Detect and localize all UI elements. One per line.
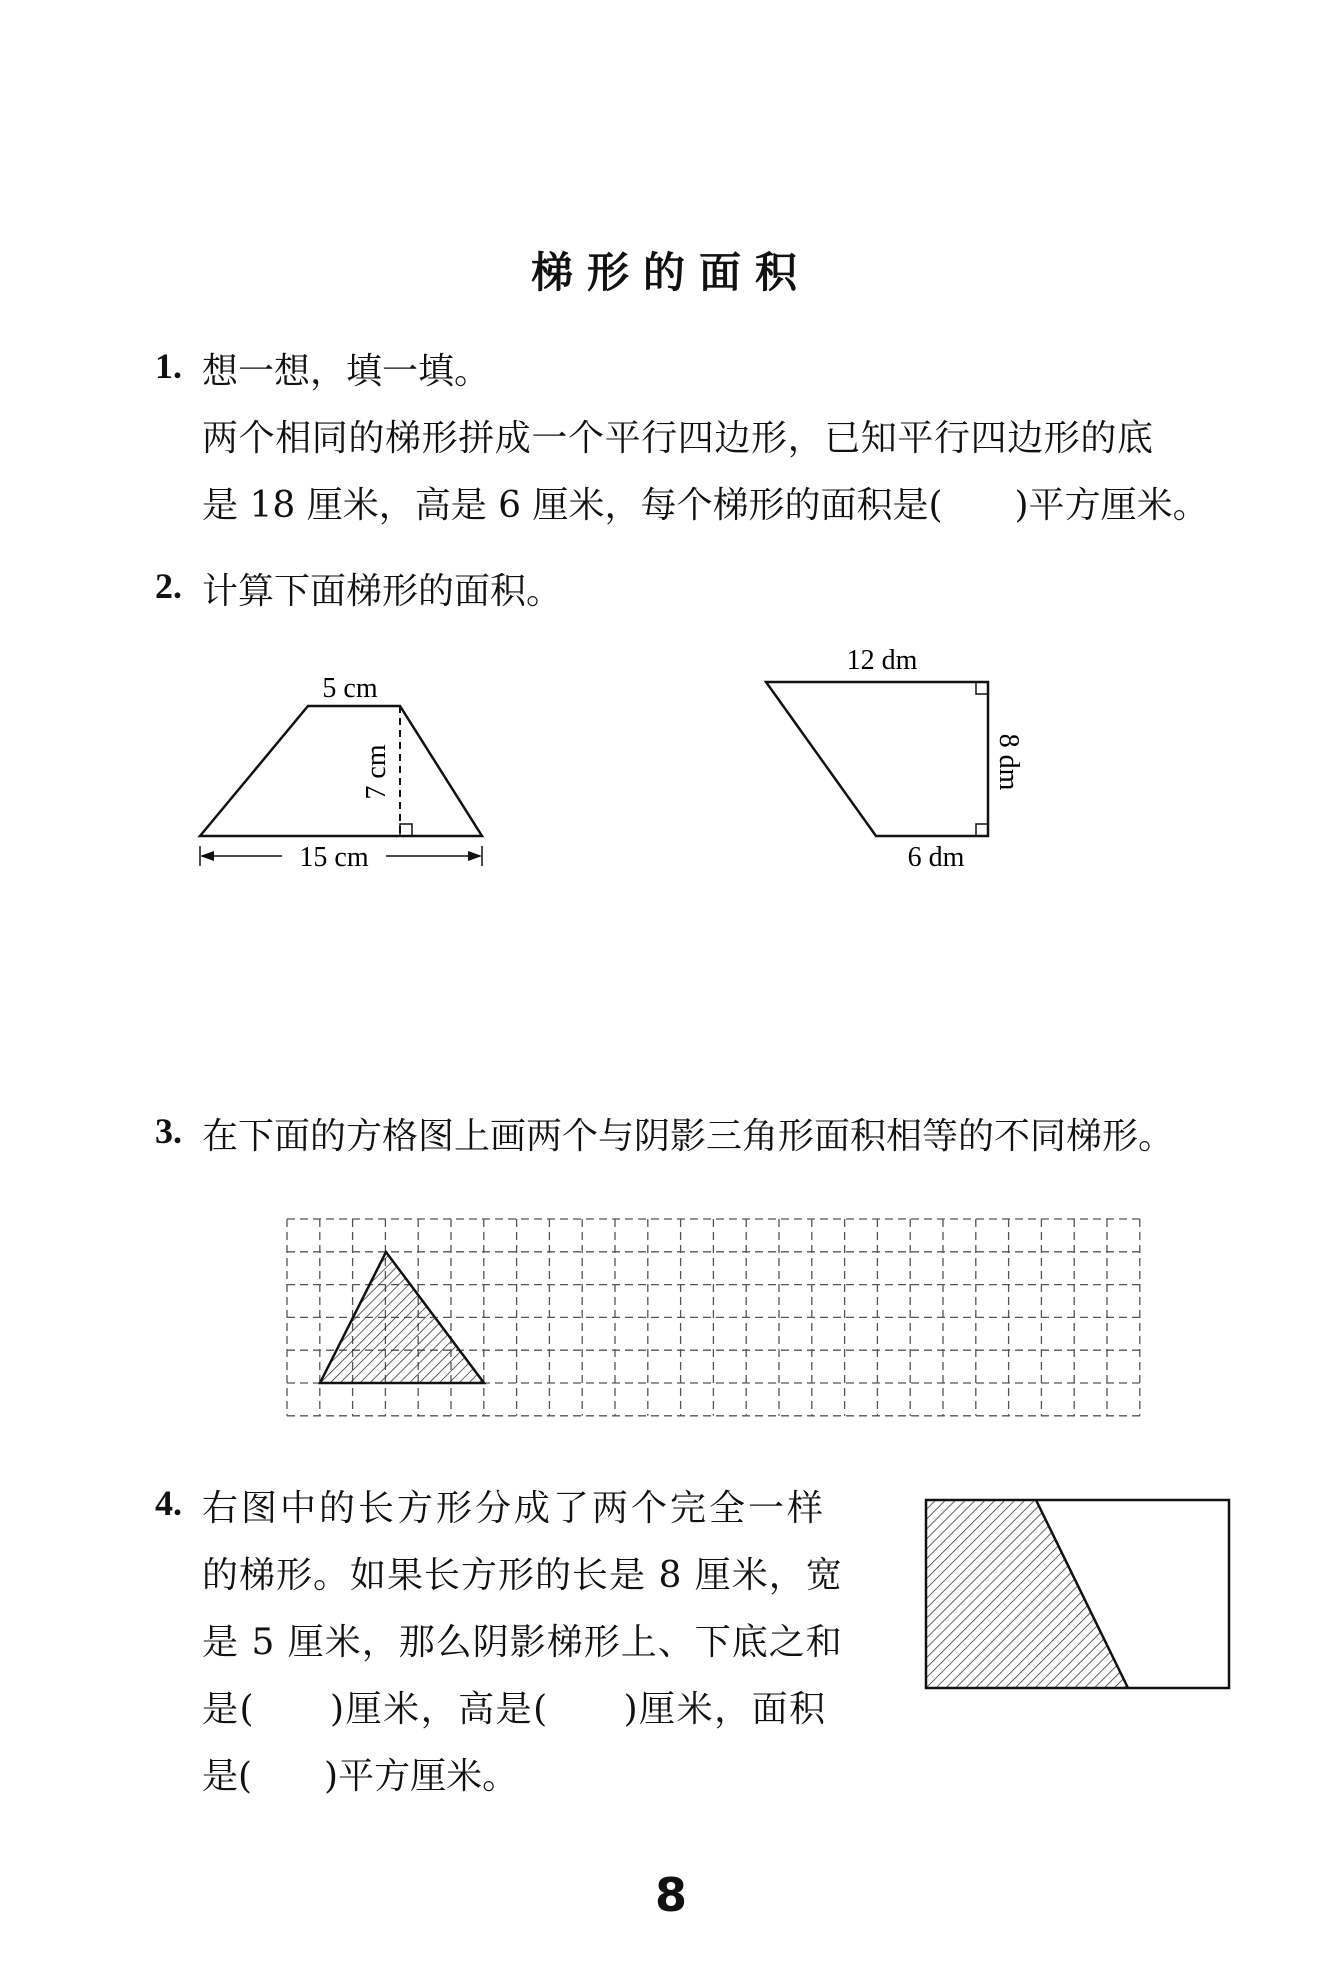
page-number: 8	[654, 1868, 687, 1922]
q2-fig1-top-label: 5 cm	[322, 673, 378, 704]
q4-line-5: 是( )平方厘米。	[202, 1756, 519, 1797]
q1-line-2: 是 18 厘米，高是 6 厘米，每个梯形的面积是( )平方厘米。	[202, 485, 1209, 526]
q1-prompt: 想一想，填一填。	[202, 351, 491, 392]
q4-shaded-trapezoid	[926, 1500, 1128, 1688]
q1-line-1: 两个相同的梯形拼成一个平行四边形，已知平行四边形的底	[202, 418, 1154, 459]
q2-fig2-height-label: 8 dm	[993, 733, 1024, 791]
q1-number: 1.	[155, 346, 182, 386]
q2-number: 2.	[155, 566, 182, 606]
q4-line-4: 是( )厘米，高是( )厘米，面积	[202, 1689, 827, 1730]
q4-number: 4.	[155, 1483, 182, 1523]
q2-fig2-top-label: 12 dm	[846, 645, 918, 676]
q3-prompt: 在下面的方格图上画两个与阴影三角形面积相等的不同梯形。	[202, 1116, 1175, 1157]
q4-line-3: 是 5 厘米，那么阴影梯形上、下底之和	[202, 1622, 843, 1663]
q2-trapezoid-2	[766, 645, 1024, 873]
q3-number: 3.	[155, 1111, 182, 1151]
q2-fig1-height-label: 7 cm	[361, 744, 392, 800]
q2-fig1-bottom-label: 15 cm	[299, 842, 369, 873]
q2-fig2-bottom-label: 6 dm	[907, 842, 965, 873]
q4-line-2: 的梯形。如果长方形的长是 8 厘米，宽	[202, 1555, 843, 1596]
q2-trapezoid-1	[200, 673, 482, 873]
q4-line-1: 右图中的长方形分成了两个完全一样	[202, 1488, 827, 1529]
page-title: 梯形的面积	[530, 248, 811, 297]
q4-rectangle-figure	[926, 1500, 1229, 1688]
q2-prompt: 计算下面梯形的面积。	[202, 571, 563, 612]
